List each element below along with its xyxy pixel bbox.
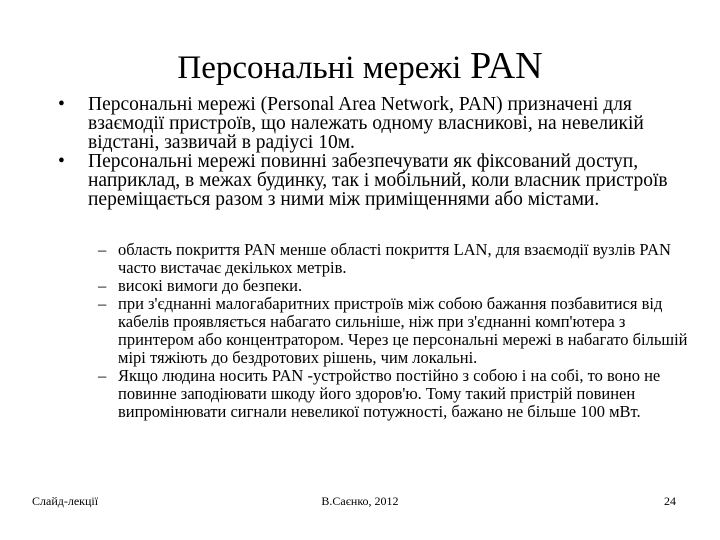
sub-bullet-item <box>98 277 688 295</box>
bullet-item <box>58 95 688 152</box>
bullet-marker: • <box>58 94 65 115</box>
slide-title-acronym: PAN <box>470 45 543 87</box>
sub-bullet-item <box>98 241 688 277</box>
sub-bullet-marker: – <box>98 240 107 259</box>
sub-bullet-marker: – <box>98 366 107 385</box>
footer-page-number: 24 <box>664 494 676 508</box>
sub-bullet-text: Якщо людина носить PAN -устройство постійно з собою і на собі, то воно не повинне заподіювати шкоду його здоров'ю. Тому такий пристрій повинен випромінювати сигнали невеликої потужності, бажано не більше 100 мВт. <box>118 366 661 421</box>
footer-author: В.Саєнко, 2012 <box>321 494 399 508</box>
sub-bullet-text: високі вимоги до безпеки. <box>118 276 303 295</box>
slide-title <box>0 44 720 90</box>
bullet-text: Персональні мережі (Personal Area Network, PAN) призначені для взаємодії пристроїв, що належать одному власникові, на невеликій відстані, зазвичай в радіусі 10м. <box>88 94 644 153</box>
slide-title-main: Персональні мережі <box>177 50 462 86</box>
sub-bullet-marker: – <box>98 276 107 295</box>
footer-series-label: Слайд-лекції <box>32 494 99 508</box>
sub-bullet-item <box>98 295 688 367</box>
sub-bullet-text: область покриття PAN менше області покриття LAN, для взаємодії вузлів PAN часто вистачає декількох метрів. <box>118 240 671 277</box>
sub-bullet-list <box>98 241 688 421</box>
sub-bullet-marker: – <box>98 294 107 313</box>
bullet-item <box>58 152 688 209</box>
sub-bullet-text: при з'єднанні малогабаритних пристроїв між собою бажання позбавитися від кабелів проявляється набагато сильніше, ніж при з'єднанні комп'ютера з принтером або концентратором. Через це персональні мережі в набагато більшій мірі тяжіють до бездротових рішень, чим локальні. <box>118 294 688 367</box>
sub-bullet-item <box>98 367 688 421</box>
bullet-text: Персональні мережі повинні забезпечувати як фіксований доступ, наприклад, в межах будинку, так і мобільний, коли власник пристроїв переміщається разом з ними між приміщеннями або містами. <box>88 151 668 210</box>
bullet-list <box>58 95 688 209</box>
bullet-marker: • <box>58 151 65 172</box>
